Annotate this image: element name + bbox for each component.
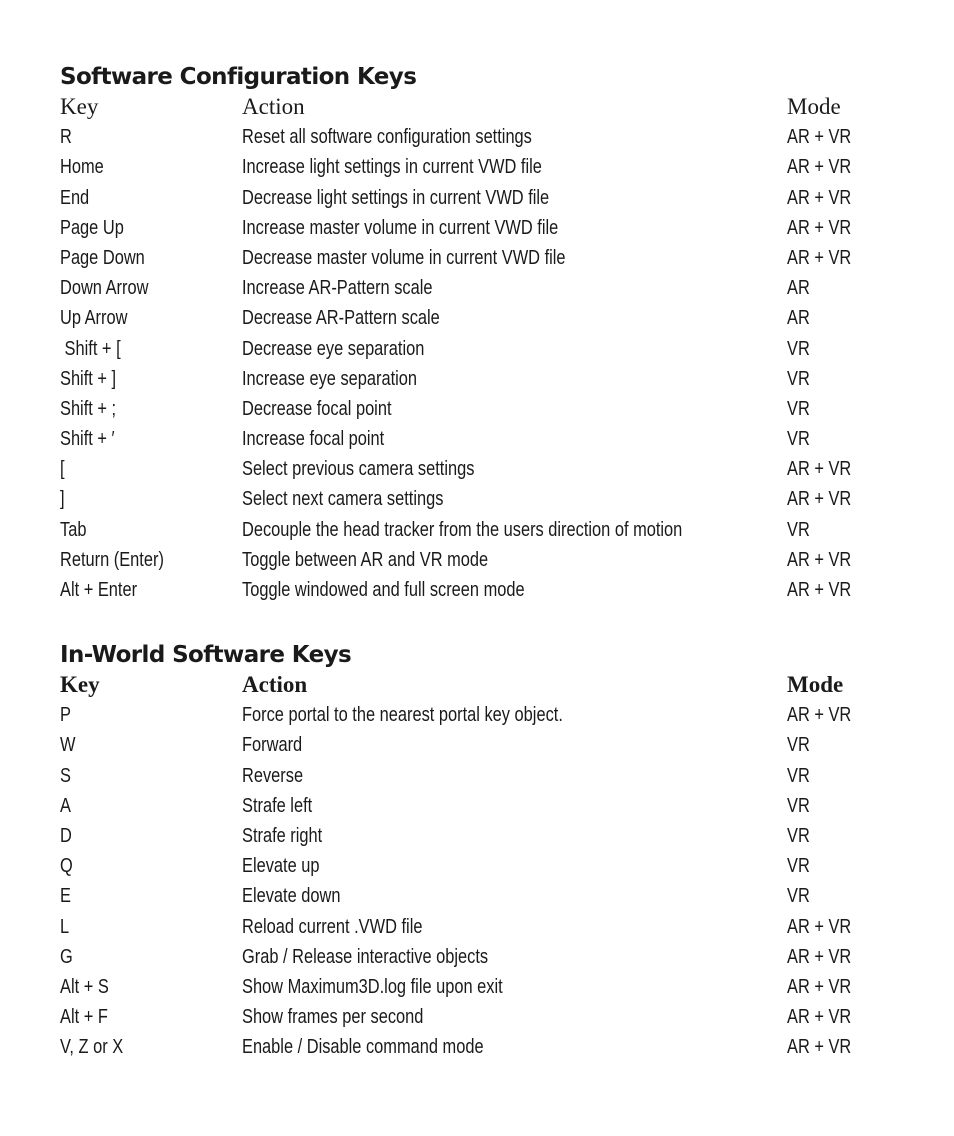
action-cell: Select previous camera settings: [242, 457, 475, 481]
key-cell: ]: [60, 487, 65, 511]
column-header-key: Key: [60, 94, 99, 119]
key-cell: E: [60, 884, 71, 908]
mode-cell: AR + VR: [787, 1035, 852, 1059]
table-row: [60, 761, 920, 791]
table-row: [60, 730, 920, 760]
key-cell: L: [60, 914, 70, 938]
key-cell: Alt + S: [60, 974, 109, 998]
action-cell: Forward: [242, 733, 303, 757]
action-cell: Increase eye separation: [242, 366, 418, 390]
table-row: [60, 515, 920, 545]
mode-cell: AR: [787, 276, 810, 300]
key-cell: Home: [60, 155, 104, 179]
table-row: [60, 1032, 920, 1062]
key-cell: V, Z or X: [60, 1035, 124, 1059]
column-header-action: Action: [242, 94, 305, 119]
mode-cell: VR: [787, 336, 810, 360]
action-cell: Toggle between AR and VR mode: [242, 547, 489, 571]
action-cell: Force portal to the nearest portal key object.: [242, 703, 563, 727]
mode-cell: AR + VR: [787, 1005, 852, 1029]
mode-cell: VR: [787, 884, 810, 908]
key-cell: A: [60, 793, 71, 817]
action-cell: Decrease AR-Pattern scale: [242, 306, 440, 330]
mode-cell: AR + VR: [787, 487, 852, 511]
key-cell: S: [60, 763, 71, 787]
key-cell: Shift + [: [60, 336, 121, 360]
action-cell: Decrease master volume in current VWD file: [242, 245, 566, 269]
mode-cell: AR + VR: [787, 125, 852, 149]
action-cell: Reset all software configuration settings: [242, 125, 532, 149]
action-cell: Select next camera settings: [242, 487, 444, 511]
key-cell: Shift + ]: [60, 366, 117, 390]
mode-cell: VR: [787, 733, 810, 757]
action-cell: Reload current .VWD file: [242, 914, 423, 938]
key-cell: Tab: [60, 517, 87, 541]
key-cell: Page Down: [60, 245, 145, 269]
action-cell: Reverse: [242, 763, 304, 787]
table-row: [60, 213, 920, 243]
table-row: [60, 243, 920, 273]
inworld-keys-title: In-World Software Keys: [60, 642, 352, 668]
key-cell: R: [60, 125, 72, 149]
table-row: [60, 545, 920, 575]
column-header-mode: Mode: [787, 672, 844, 697]
key-cell: Alt + Enter: [60, 578, 138, 601]
mode-cell: AR + VR: [787, 578, 852, 601]
table-row: [60, 152, 920, 182]
key-cell: Alt + F: [60, 1005, 108, 1029]
mode-cell: AR: [787, 306, 810, 330]
mode-cell: AR + VR: [787, 703, 852, 727]
action-cell: Strafe right: [242, 823, 323, 847]
key-cell: Page Up: [60, 215, 124, 239]
config-keys-header-row: [60, 92, 920, 122]
action-cell: Increase light settings in current VWD file: [242, 155, 542, 179]
action-cell: Decrease focal point: [242, 396, 392, 420]
key-cell: Up Arrow: [60, 306, 128, 330]
action-cell: Decrease eye separation: [242, 336, 425, 360]
action-cell: Show Maximum3D.log file upon exit: [242, 974, 503, 998]
table-row: [60, 364, 920, 394]
inworld-keys-section: [60, 640, 920, 1062]
mode-cell: AR + VR: [787, 215, 852, 239]
config-keys-section: [60, 62, 920, 605]
config-keys-title: Software Configuration Keys: [60, 64, 417, 90]
mode-cell: AR + VR: [787, 974, 852, 998]
table-row: [60, 394, 920, 424]
table-row: [60, 851, 920, 881]
table-row: [60, 122, 920, 152]
table-row: [60, 972, 920, 1002]
key-cell: P: [60, 703, 71, 727]
mode-cell: VR: [787, 396, 810, 420]
key-cell: G: [60, 944, 73, 968]
mode-cell: AR + VR: [787, 547, 852, 571]
mode-cell: VR: [787, 763, 810, 787]
key-cell: [: [60, 457, 65, 481]
inworld-keys-header-row: [60, 670, 920, 700]
table-row: [60, 183, 920, 213]
table-row: [60, 1002, 920, 1032]
table-row: [60, 303, 920, 333]
table-row: [60, 821, 920, 851]
table-row: [60, 942, 920, 972]
column-header-mode: Mode: [787, 94, 841, 119]
mode-cell: VR: [787, 366, 810, 390]
key-cell: W: [60, 733, 76, 757]
mode-cell: VR: [787, 517, 810, 541]
action-cell: Increase master volume in current VWD file: [242, 215, 559, 239]
key-cell: Shift + ;: [60, 396, 117, 420]
column-header-action: Action: [242, 672, 308, 697]
table-row: [60, 912, 920, 942]
mode-cell: AR + VR: [787, 457, 852, 481]
mode-cell: VR: [787, 793, 810, 817]
action-cell: Grab / Release interactive objects: [242, 944, 489, 968]
table-row: [60, 700, 920, 730]
mode-cell: AR + VR: [787, 245, 852, 269]
table-row: [60, 791, 920, 821]
mode-cell: AR + VR: [787, 914, 852, 938]
key-cell: Return (Enter): [60, 547, 164, 571]
key-cell: End: [60, 185, 90, 209]
action-cell: Decouple the head tracker from the users direction of motion: [242, 517, 683, 541]
table-row: [60, 881, 920, 911]
column-header-key: Key: [60, 672, 100, 697]
key-cell: D: [60, 823, 72, 847]
action-cell: Show frames per second: [242, 1005, 424, 1029]
key-cell: Down Arrow: [60, 276, 149, 300]
key-cell: Shift + ′: [60, 427, 115, 451]
action-cell: Elevate down: [242, 884, 341, 908]
mode-cell: VR: [787, 854, 810, 878]
action-cell: Enable / Disable command mode: [242, 1035, 484, 1059]
table-row: [60, 575, 920, 605]
action-cell: Elevate up: [242, 854, 320, 878]
table-row: [60, 484, 920, 514]
mode-cell: AR + VR: [787, 944, 852, 968]
mode-cell: AR + VR: [787, 185, 852, 209]
inworld-keys-table-body: [60, 700, 920, 1062]
action-cell: Increase focal point: [242, 427, 385, 451]
config-keys-table-body: [60, 122, 920, 605]
mode-cell: VR: [787, 427, 810, 451]
table-row: [60, 424, 920, 454]
action-cell: Increase AR-Pattern scale: [242, 276, 433, 300]
action-cell: Decrease light settings in current VWD file: [242, 185, 550, 209]
mode-cell: AR + VR: [787, 155, 852, 179]
table-row: [60, 334, 920, 364]
mode-cell: VR: [787, 823, 810, 847]
table-row: [60, 273, 920, 303]
action-cell: Strafe left: [242, 793, 313, 817]
key-cell: Q: [60, 854, 73, 878]
action-cell: Toggle windowed and full screen mode: [242, 578, 525, 601]
table-row: [60, 454, 920, 484]
